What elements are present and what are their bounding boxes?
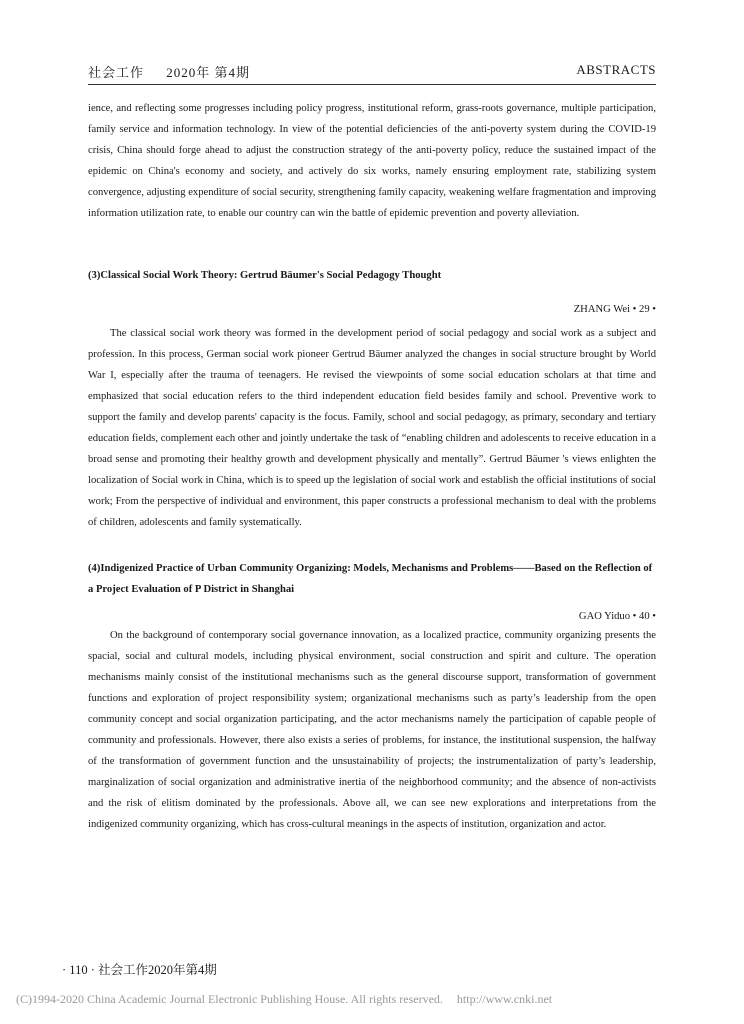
- journal-name: 社会工作: [88, 65, 145, 80]
- section-label: ABSTRACTS: [576, 62, 656, 77]
- copyright-line: [16, 992, 736, 1007]
- article-4-title: (4)Indigenized Practice of Urban Community Organizing: Models, Mechanisms and Problems——Based on the Reflection of a Project Evaluation of P District in Shanghai: [88, 563, 653, 595]
- article-4-abstract: On the background of contemporary social governance innovation, as a localized practice, community organizing presents the spacial, social and cultural models, including physical environment, social construction and spirit and culture. The operation mechanisms mainly consist of the institutional mechanisms such as the general discourse support, transformation of government functions and exploration of project responsibility system; organizational mechanisms such as party’s leadership from the open community concept and social organization participating, and the actor mechanisms namely the participation of capable people of community and professionals. However, there also exists a series of problems, for instance, the institutional suspension, the halfway of the transformation of government function and the unsustainability of projects; the instrumentalization of party’s leadership, marginalization of social organization and administrative inertia of the neighborhood community; and the absence of non-activists and the risk of elitism dominated by the professionals. Above all, we can see new explorations and interpretations from the indigenized community organizing, which has cross-cultural meanings in the aspects of institution, organization and actor.: [88, 630, 656, 830]
- journal-issue: [88, 62, 250, 81]
- article-3-abstract: The classical social work theory was formed in the development period of social pedagogy and social work as a subject and profession. In this process, German social work pioneer Gertrud Bäumer analyzed the changes in social structure brought by World War I, especially after the trauma of teenagers. He revised the viewpoints of some social education scholars at that time and emphasized that social education refers to the third independent education field besides family and school. Preventive work to support the family and develop parents' capacity is the focus. Family, school and social pedagogy, as primary, secondary and tertiary education fields, complement each other and jointly undertake the task of “enabling children and adolescents to receive education in a broad sense and promoting their healthy growth and development physically and mentally”. Gertrud Bäumer 's views enlighten the localization of Social work in China, which is to speed up the legislation of social work and establish the official institutions of social work; From the perspective of individual and environment, this paper constructs a professional mechanism to deal with the problems of children, adolescents and family systematically.: [88, 328, 656, 528]
- issue-label: 2020年 第4期: [166, 65, 251, 80]
- article-3-author: ZHANG Wei • 29 •: [573, 304, 656, 315]
- page-footer: · 110 · 社会工作2020年第4期: [62, 963, 217, 977]
- article-4-author: GAO Yiduo • 40 •: [578, 611, 656, 622]
- copyright-text: (C)1994-2020 China Academic Journal Electronic Publishing House. All rights reserved.: [16, 992, 443, 1006]
- running-header: [88, 62, 656, 85]
- cnki-link[interactable]: http://www.cnki.net: [456, 992, 553, 1006]
- article-3-title: (3)Classical Social Work Theory: Gertrud Bäumer's Social Pedagogy Thought: [88, 270, 442, 281]
- intro-abstract-continuation: ience, and reflecting some progresses including policy progress, institutional reform, grass-roots governance, multiple participation, family service and information technology. In view of the potential deficiencies of the anti-poverty system during the COVID-19 crisis, China should forge ahead to adjust the construction strategy of the anti-poverty policy, reduce the sustained impact of the epidemic on China's economy and society, and actively do six works, namely ensuring employment rate, stabilizing system convergence, adjusting expenditure of social security, strengthening family capacity, weakening welfare fragmentation and improving information utilization rate, to enable our country can win the battle of epidemic prevention and poverty alleviation.: [88, 103, 656, 219]
